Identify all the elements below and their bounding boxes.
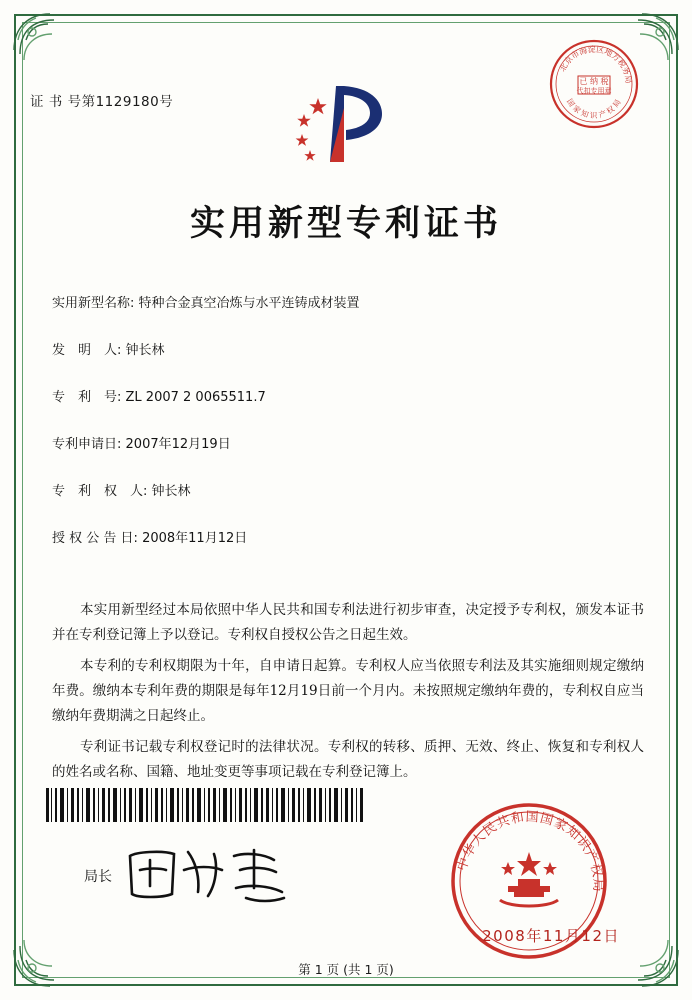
field-row <box>52 480 642 499</box>
body-paragraph: 专利证书记载专利权登记时的法律状况。专利权的转移、质押、无效、终止、恢复和专利权人的姓名或名称、国籍、地址变更等事项记载在专利登记簿上。 <box>52 739 644 780</box>
field-row <box>52 339 642 358</box>
field-value: ZL 2007 2 0065511.7 <box>125 390 266 405</box>
issue-date: 2008年11月12日 <box>482 927 620 945</box>
svg-text:北京市海淀区地方税务局: 北京市海淀区地方税务局 <box>557 44 634 84</box>
svg-text:国 家 知 识 产 权 局: 国 家 知 识 产 权 局 <box>564 97 623 121</box>
body-paragraph: 本实用新型经过本局依照中华人民共和国专利法进行初步审查，决定授予专利权，颁发本证书并在专利登记簿上予以登记。专利权自授权公告之日起生效。 <box>52 602 644 643</box>
field-value: 特种合金真空冶炼与水平连铸成材装置 <box>138 296 360 311</box>
field-row <box>52 527 642 546</box>
field-row <box>52 292 642 311</box>
field-row <box>52 433 642 452</box>
field-label: 实用新型名称: <box>52 296 135 311</box>
field-label: 专 利 号: <box>52 390 122 405</box>
field-value: 钟长林 <box>151 484 191 499</box>
certificate-number: 证 书 号第1129180号 <box>30 94 174 110</box>
field-label: 发 明 人: <box>52 343 122 358</box>
svg-text:代扣专用章: 代扣专用章 <box>576 87 612 95</box>
tax-stamp-seal <box>548 38 640 130</box>
field-label: 授 权 公 告 日: <box>52 531 138 546</box>
director-signature <box>122 840 302 910</box>
svg-text:已 纳 税: 已 纳 税 <box>579 77 609 86</box>
field-value: 钟长林 <box>125 343 165 358</box>
cnipa-emblem-icon <box>282 78 392 170</box>
field-list <box>52 292 642 574</box>
field-label: 专 利 权 人: <box>52 484 148 499</box>
field-value: 2007年12月19日 <box>125 437 231 452</box>
field-row <box>52 386 642 405</box>
field-label: 专利申请日: <box>52 437 122 452</box>
barcode <box>46 788 366 822</box>
svg-text:中华人民共和国国家知识产权局: 中华人民共和国国家知识产权局 <box>454 809 606 893</box>
director-label: 局长 <box>84 869 112 885</box>
body-text <box>52 598 644 791</box>
page-footer: 第 1 页 (共 1 页) <box>298 962 394 977</box>
body-paragraph: 本专利的专利权期限为十年，自申请日起算。专利权人应当依照专利法及其实施细则规定缴纳年费。缴纳本专利年费的期限是每年12月19日前一个月内。未按照规定缴纳年费的，专利权自应当缴纳年费期满之日起终止。 <box>52 658 644 724</box>
page-title: 实用新型专利证书 <box>189 203 502 244</box>
field-value: 2008年11月12日 <box>142 531 248 546</box>
